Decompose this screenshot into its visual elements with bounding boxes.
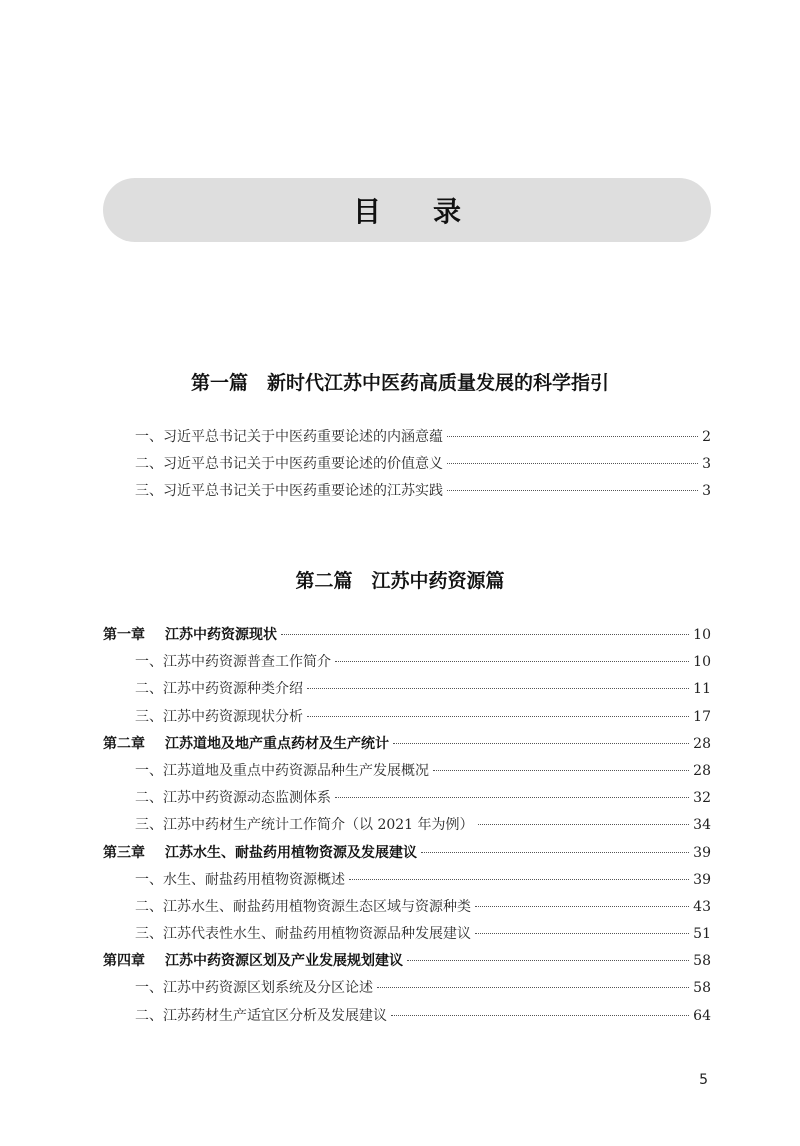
dot-leader: [307, 688, 689, 689]
toc-entry-page: 11: [693, 681, 711, 698]
part-two-heading: 第二篇 江苏中药资源篇: [295, 570, 505, 592]
part-one-heading: 第一篇 新时代江苏中医药高质量发展的科学指引: [190, 372, 609, 394]
toc-entry[interactable]: [103, 867, 711, 894]
toc-title: 目录: [352, 195, 513, 228]
toc-entry[interactable]: [103, 785, 711, 812]
toc-entry-page: 58: [693, 980, 711, 997]
dot-leader: [393, 743, 689, 744]
toc-entry-label: 三、江苏中药材生产统计工作简介（以 2021 年为例）: [135, 817, 474, 834]
dot-leader: [475, 933, 689, 934]
toc-entry-label: 二、江苏水生、耐盐药用植物资源生态区域与资源种类: [135, 898, 471, 915]
chapter-number: 第三章: [103, 844, 145, 861]
chapter-page: 39: [693, 844, 711, 861]
toc-entry[interactable]: [103, 975, 711, 1002]
part-two-toc: [103, 622, 711, 1030]
toc-entry-label: 二、习近平总书记关于中医药重要论述的价值意义: [135, 456, 443, 473]
part-one-toc: [103, 424, 711, 506]
dot-leader: [307, 716, 689, 717]
toc-entry[interactable]: [103, 649, 711, 676]
toc-entry-page: 39: [693, 871, 711, 888]
chapter-page: 58: [693, 953, 711, 970]
toc-entry-label: 一、江苏中药资源普查工作简介: [135, 654, 331, 671]
toc-entry-label: 三、习近平总书记关于中医药重要论述的江苏实践: [135, 483, 443, 500]
toc-entry-page: 10: [693, 654, 711, 671]
toc-entry-label: 一、习近平总书记关于中医药重要论述的内涵意蕴: [135, 429, 443, 445]
toc-entry-label: 一、江苏道地及重点中药资源品种生产发展概况: [135, 762, 429, 779]
dot-leader: [335, 661, 689, 662]
toc-entry[interactable]: [103, 1003, 711, 1030]
toc-entry-page: 2: [702, 429, 711, 445]
toc-entry-page: 34: [693, 817, 711, 834]
dot-leader: [447, 463, 698, 464]
toc-title-banner: [103, 178, 711, 242]
chapter-page: 10: [693, 627, 711, 643]
toc-entry-label: 二、江苏中药资源种类介绍: [135, 681, 303, 698]
toc-entry-page: 32: [693, 790, 711, 807]
dot-leader: [447, 490, 698, 491]
dot-leader: [391, 1015, 689, 1016]
toc-entry[interactable]: [103, 451, 711, 478]
toc-entry-page: 64: [693, 1007, 711, 1024]
toc-entry[interactable]: [103, 758, 711, 785]
toc-entry[interactable]: [103, 704, 711, 731]
chapter-page: 28: [693, 735, 711, 752]
dot-leader: [421, 852, 689, 853]
toc-entry-label: 一、江苏中药资源区划系统及分区论述: [135, 980, 373, 997]
toc-entry-label: 一、水生、耐盐药用植物资源概述: [135, 871, 345, 888]
chapter-number: 第四章: [103, 953, 145, 970]
dot-leader: [447, 436, 698, 437]
toc-chapter[interactable]: [103, 948, 711, 975]
dot-leader: [335, 797, 689, 798]
chapter-title: 江苏水生、耐盐药用植物资源及发展建议: [165, 844, 417, 861]
dot-leader: [433, 770, 689, 771]
page-number: 5: [699, 1072, 708, 1088]
toc-entry[interactable]: [103, 812, 711, 839]
dot-leader: [349, 879, 689, 880]
dot-leader: [281, 634, 689, 635]
toc-entry-page: 28: [693, 762, 711, 779]
toc-entry-page: 51: [693, 926, 711, 943]
chapter-title: 江苏道地及地产重点药材及生产统计: [165, 735, 389, 752]
toc-entry[interactable]: [103, 894, 711, 921]
toc-chapter[interactable]: [103, 731, 711, 758]
chapter-title: 江苏中药资源现状: [165, 627, 277, 643]
toc-entry-page: 17: [693, 708, 711, 725]
toc-entry[interactable]: [103, 676, 711, 703]
toc-chapter[interactable]: [103, 840, 711, 867]
toc-entry-page: 43: [693, 898, 711, 915]
toc-entry[interactable]: [103, 424, 711, 451]
toc-entry[interactable]: [103, 478, 711, 505]
dot-leader: [478, 824, 690, 825]
chapter-number: 第二章: [103, 735, 145, 752]
dot-leader: [377, 987, 689, 988]
toc-entry[interactable]: [103, 921, 711, 948]
toc-entry-page: 3: [702, 456, 711, 473]
toc-entry-label: 二、江苏药材生产适宜区分析及发展建议: [135, 1007, 387, 1024]
chapter-title: 江苏中药资源区划及产业发展规划建议: [165, 953, 403, 970]
toc-chapter[interactable]: [103, 622, 711, 649]
toc-entry-label: 三、江苏中药资源现状分析: [135, 708, 303, 725]
toc-entry-page: 3: [702, 483, 711, 500]
dot-leader: [407, 960, 689, 961]
toc-entry-label: 三、江苏代表性水生、耐盐药用植物资源品种发展建议: [135, 926, 471, 943]
toc-entry-label: 二、江苏中药资源动态监测体系: [135, 790, 331, 807]
chapter-number: 第一章: [103, 627, 145, 643]
dot-leader: [475, 906, 689, 907]
